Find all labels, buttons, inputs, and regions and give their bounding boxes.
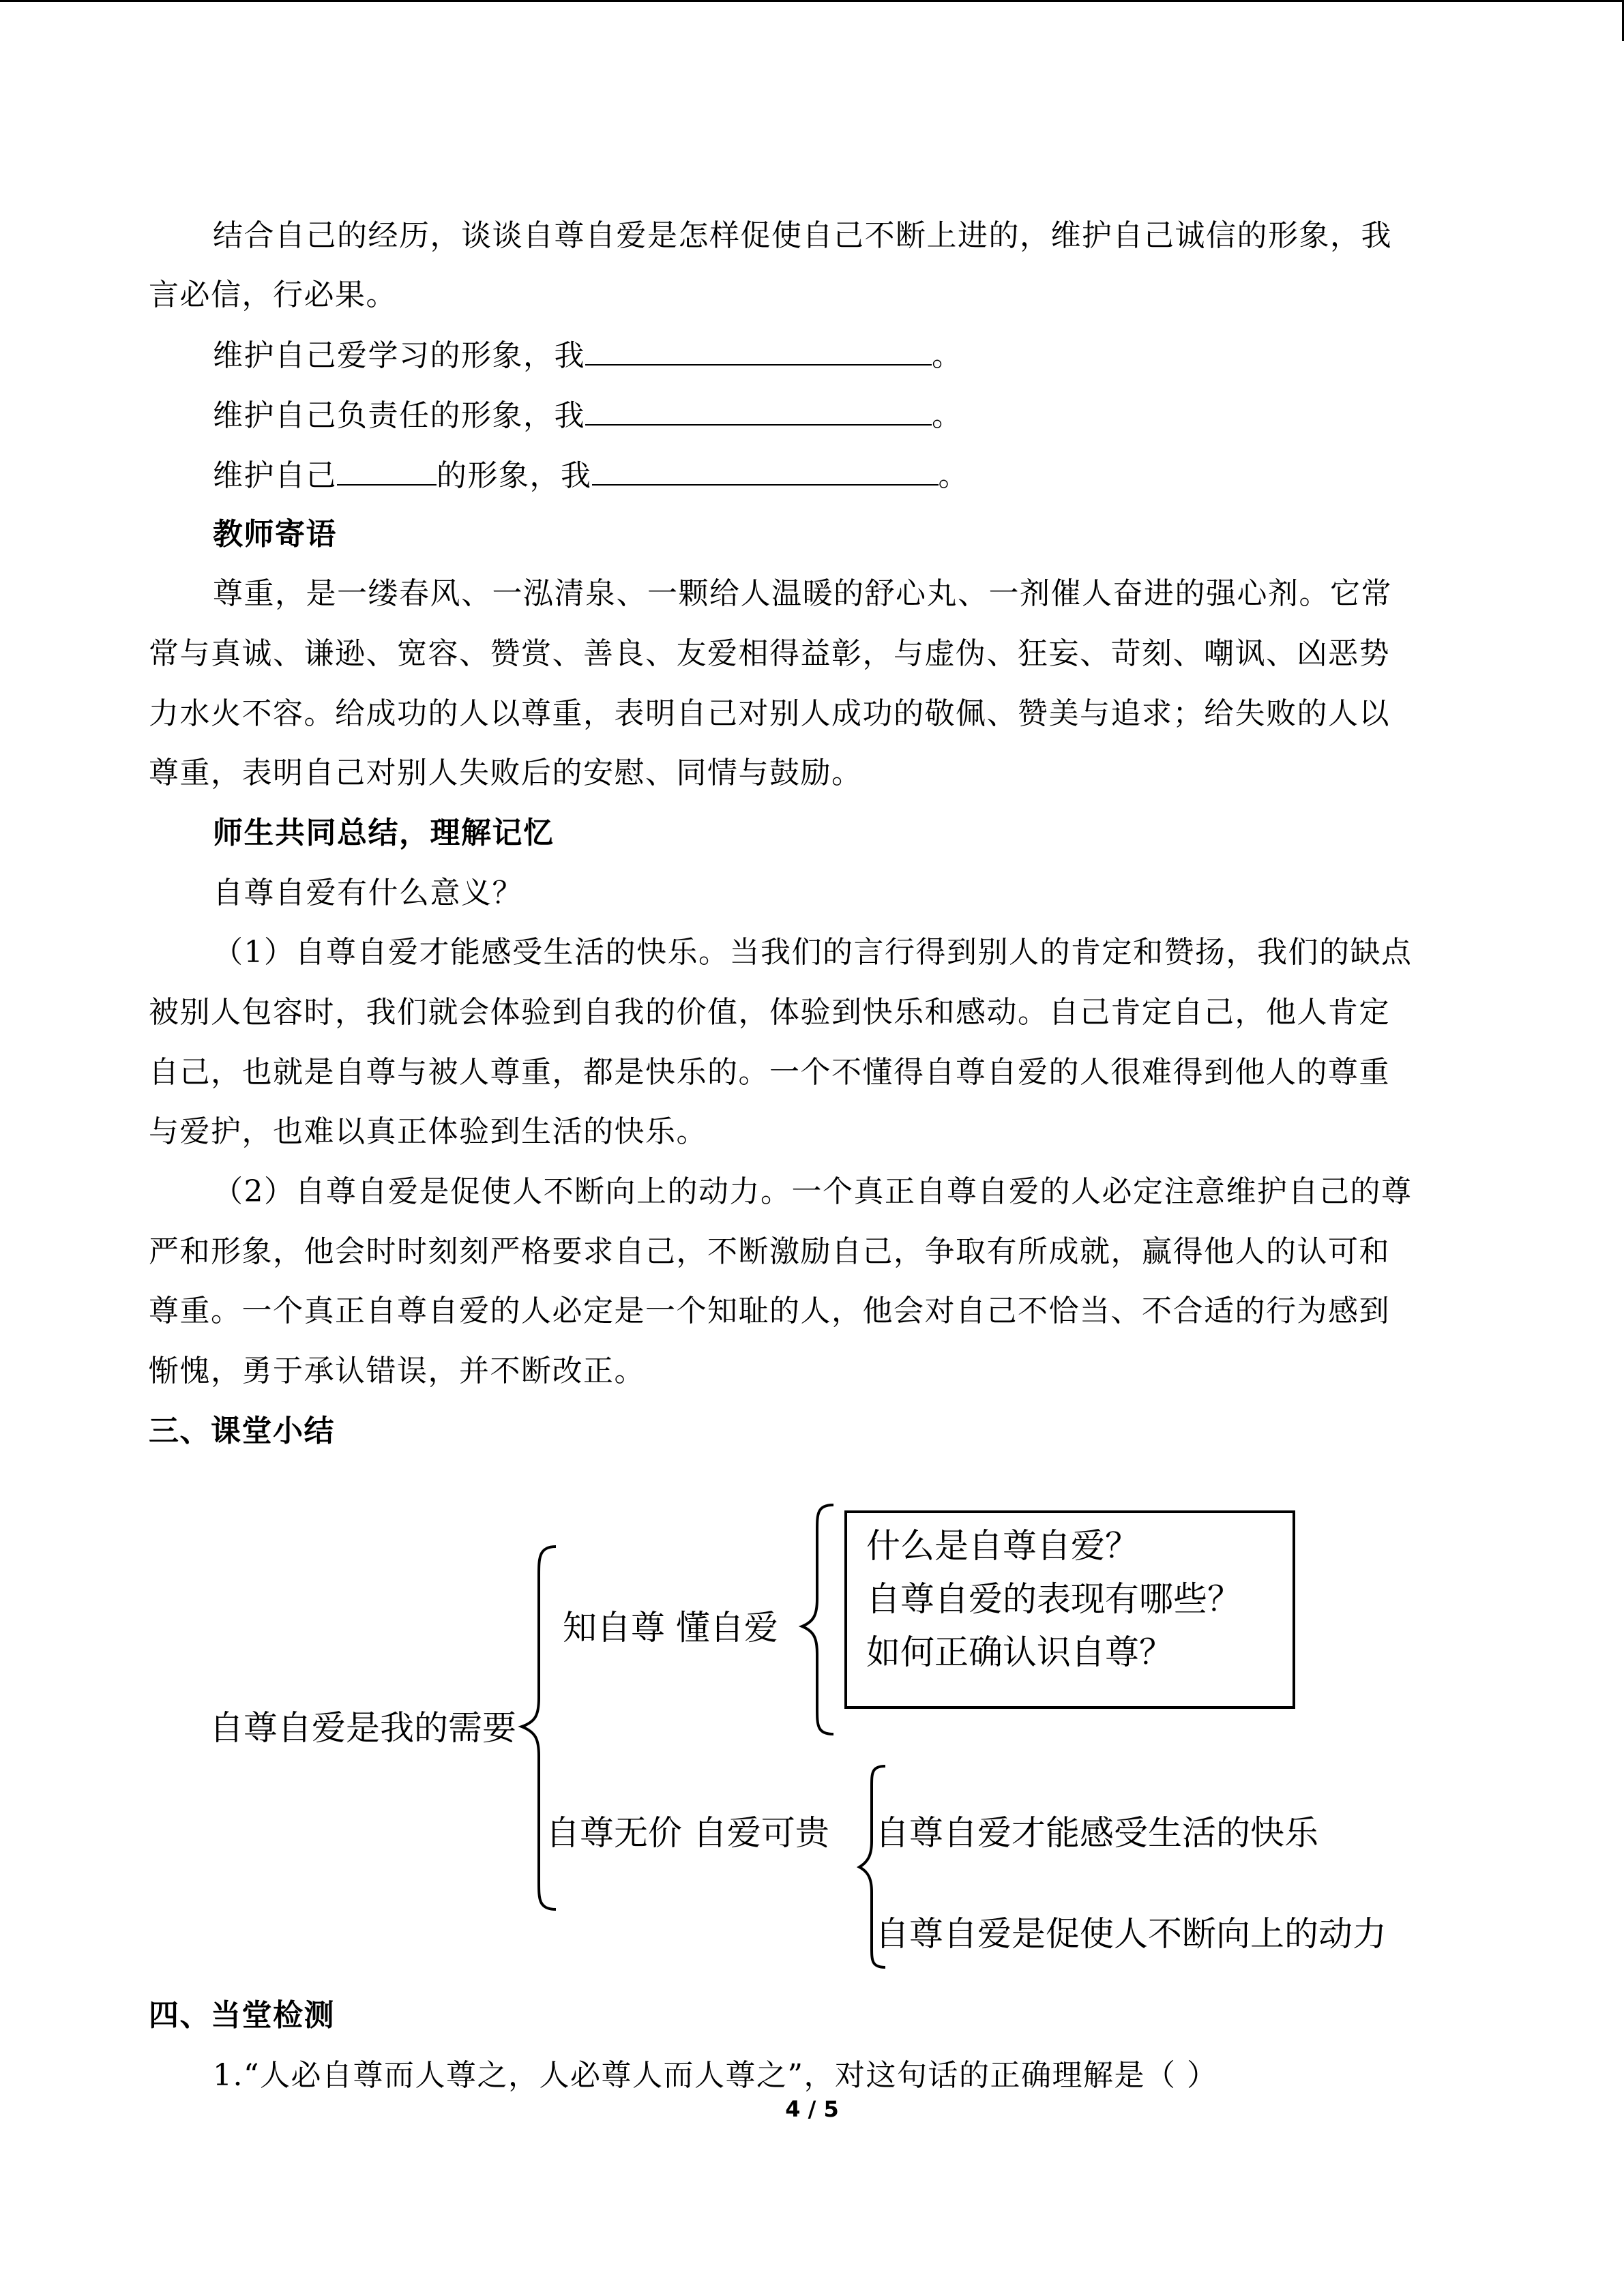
question-1: 1.“人必自尊而人尊之，人必尊人而人尊之”，对这句话的正确理解是（ ） — [213, 2058, 1218, 2093]
diagram-branch-1-item: 自尊自爱的表现有哪些？ — [866, 1579, 1241, 1619]
section-4-heading: 四、当堂检测 — [149, 1998, 335, 2033]
branch1-brace — [802, 1505, 833, 1734]
summary-question: 自尊自爱有什么意义？ — [213, 876, 523, 910]
diagram-branch-1-item: 如何正确认识自尊？ — [866, 1632, 1173, 1672]
diagram-branch-2-item: 自尊自爱才能感受生活的快乐 — [875, 1813, 1318, 1853]
point2-line: 尊重。一个真正自尊自爱的人必定是一个知耻的人，他会对自己不恰当、不合适的行为感到 — [149, 1294, 1390, 1328]
page-number: 4 / 5 — [785, 2096, 839, 2122]
activity-line-2: 言必信，行必果。 — [149, 278, 397, 312]
point1-line: （1）自尊自爱才能感受生活的快乐。当我们的言行得到别人的肯定和赞扬，我们的缺点 — [213, 935, 1413, 970]
fill-in-prefix: 维护自己 — [213, 458, 337, 493]
diagram-branch-2-item: 自尊自爱是促使人不断向上的动力 — [875, 1914, 1387, 1954]
summary-heading: 师生共同总结，理解记忆 — [213, 816, 555, 850]
point1-line: 与爱护，也难以真正体验到生活的快乐。 — [149, 1114, 707, 1149]
section-3-heading: 三、课堂小结 — [149, 1414, 335, 1448]
teacher-message-heading: 教师寄语 — [213, 517, 337, 552]
teacher-message-line: 力水火不容。给成功的人以尊重，表明自己对别人成功的敬佩、赞美与追求；给失败的人以 — [149, 696, 1390, 731]
point2-line: （2）自尊自爱是促使人不断向上的动力。一个真正自尊自爱的人必定注意维护自己的尊 — [213, 1174, 1413, 1209]
period: 。 — [932, 338, 963, 373]
diagram-branch-1: 知自尊 懂自爱 — [563, 1608, 778, 1648]
diagram-root: 自尊自爱是我的需要 — [209, 1708, 516, 1748]
root-brace — [522, 1547, 556, 1909]
point2-line: 严和形象，他会时时刻刻严格要求自己，不断激励自己，争取有所成就，赢得他人的认可和 — [149, 1234, 1390, 1269]
fill-in-middle: 的形象，我 — [437, 458, 592, 493]
teacher-message-line: 尊重，表明自己对别人失败后的安慰、同情与鼓励。 — [149, 756, 863, 790]
fill-in-prefix: 维护自己爱学习的形象，我 — [213, 338, 585, 373]
point1-line: 自己，也就是自尊与被人尊重，都是快乐的。一个不懂得自尊自爱的人很难得到他人的尊重 — [149, 1055, 1390, 1090]
period: 。 — [932, 398, 963, 433]
fill-in-prefix: 维护自己负责任的形象，我 — [213, 398, 585, 433]
teacher-message-line: 常与真诚、谦逊、宽容、赞赏、善良、友爱相得益彰，与虚伪、狂妄、苛刻、嘲讽、凶恶势 — [149, 636, 1390, 671]
activity-line-1: 结合自己的经历，谈谈自尊自爱是怎样促使自己不断上进的，维护自己诚信的形象，我 — [213, 218, 1392, 253]
point2-line: 惭愧，勇于承认错误，并不断改正。 — [149, 1354, 645, 1388]
diagram-branch-1-item: 什么是自尊自爱？ — [866, 1526, 1139, 1566]
teacher-message-line: 尊重，是一缕春风、一泓清泉、一颗给人温暖的舒心丸、一剂催人奋进的强心剂。它常 — [213, 576, 1392, 611]
period: 。 — [938, 458, 969, 493]
diagram-branch-2: 自尊无价 自爱可贵 — [546, 1813, 829, 1853]
point1-line: 被别人包容时，我们就会体验到自我的价值，体验到快乐和感动。自己肯定自己，他人肯定 — [149, 995, 1390, 1030]
